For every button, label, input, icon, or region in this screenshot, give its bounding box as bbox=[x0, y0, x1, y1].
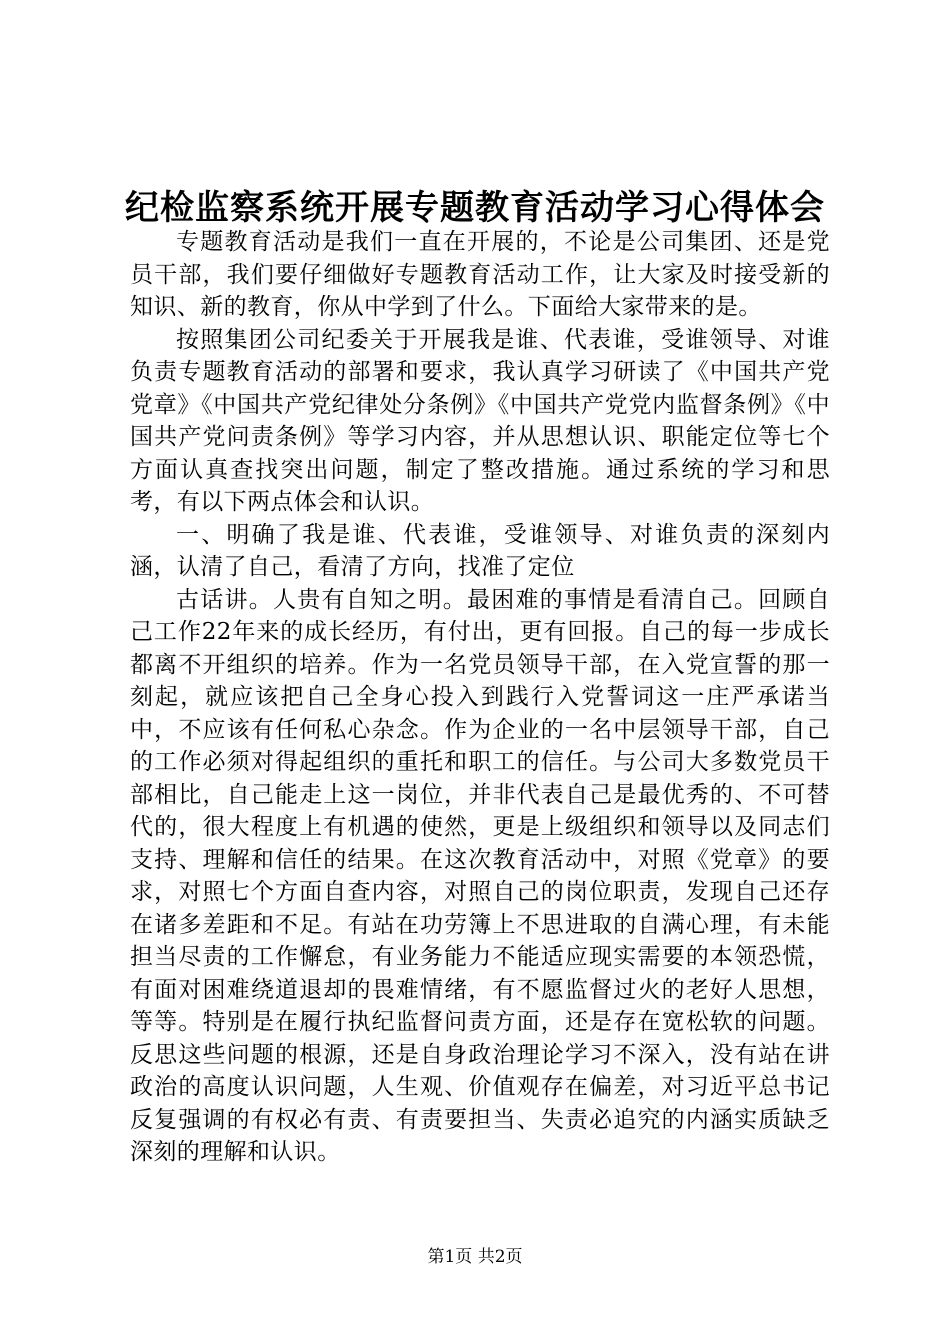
page-number-footer: 第1页 共2页 bbox=[427, 1247, 523, 1267]
paragraph-intro: 专题教育活动是我们一直在开展的，不论是公司集团、还是党员干部，我们要仔细做好专题教育活动工作，让大家及时接受新的知识、新的教育，你从中学到了什么。下面给大家带来的是。 bbox=[130, 229, 830, 320]
document-body bbox=[130, 226, 830, 1169]
paragraph-section-heading: 一、明确了我是谁、代表谁，受谁领导、对谁负责的深刻内涵，认清了自己，看清了方向，找准了定位 bbox=[130, 521, 830, 580]
document-title: 纪检监察系统开展专题教育活动学习心得体会 bbox=[125, 188, 825, 228]
paragraph-reflection: 古话讲。人贵有自知之明。最困难的事情是看清自己。回顾自己工作22年来的成长经历，有付出，更有回报。自己的每一步成长都离不开组织的培养。作为一名党员领导干部，在入党宣誓的那一刻起，就应该把自己全身心投入到践行入党誓词这一庄严承诺当中，不应该有任何私心杂念。作为企业的一名中层领导干部，自己的工作必须对得起组织的重托和职工的信任。与公司大多数党员干部相比，自己能走上这一岗位，并非代表自己是最优秀的、不可替代的，很大程度上有机遇的使然，更是上级组织和领导以及同志们支持、理解和信任的结果。在这次教育活动中，对照《党章》的要求，对照七个方面自查内容，对照自己的岗位职责，发现自己还存在诸多差距和不足。有站在功劳簿上不思进取的自满心理，有未能担当尽责的工作懈怠，有业务能力不能适应现实需要的本领恐慌，有面对困难绕道退却的畏难情绪，有不愿监督过火的老好人思想，等等。特别是在履行执纪监督问责方面，还是存在宽松软的问题。反思这些问题的根源，还是自身政治理论学习不深入，没有站在讲政治的高度认识问题，人生观、价值观存在偏差，对习近平总书记反复强调的有权必有责、有责要担当、失责必追究的内涵实质缺乏深刻的理解和认识。 bbox=[130, 586, 830, 1165]
paragraph-study: 按照集团公司纪委关于开展我是谁、代表谁，受谁领导、对谁负责专题教育活动的部署和要求，我认真学习研读了《中国共产党党章》《中国共产党纪律处分条例》《中国共产党党内监督条例》《中国共产党问责条例》等学习内容，并从思想认识、职能定位等七个方面认真查找突出问题，制定了整改措施。通过系统的学习和思考，有以下两点体会和认识。 bbox=[130, 326, 830, 515]
